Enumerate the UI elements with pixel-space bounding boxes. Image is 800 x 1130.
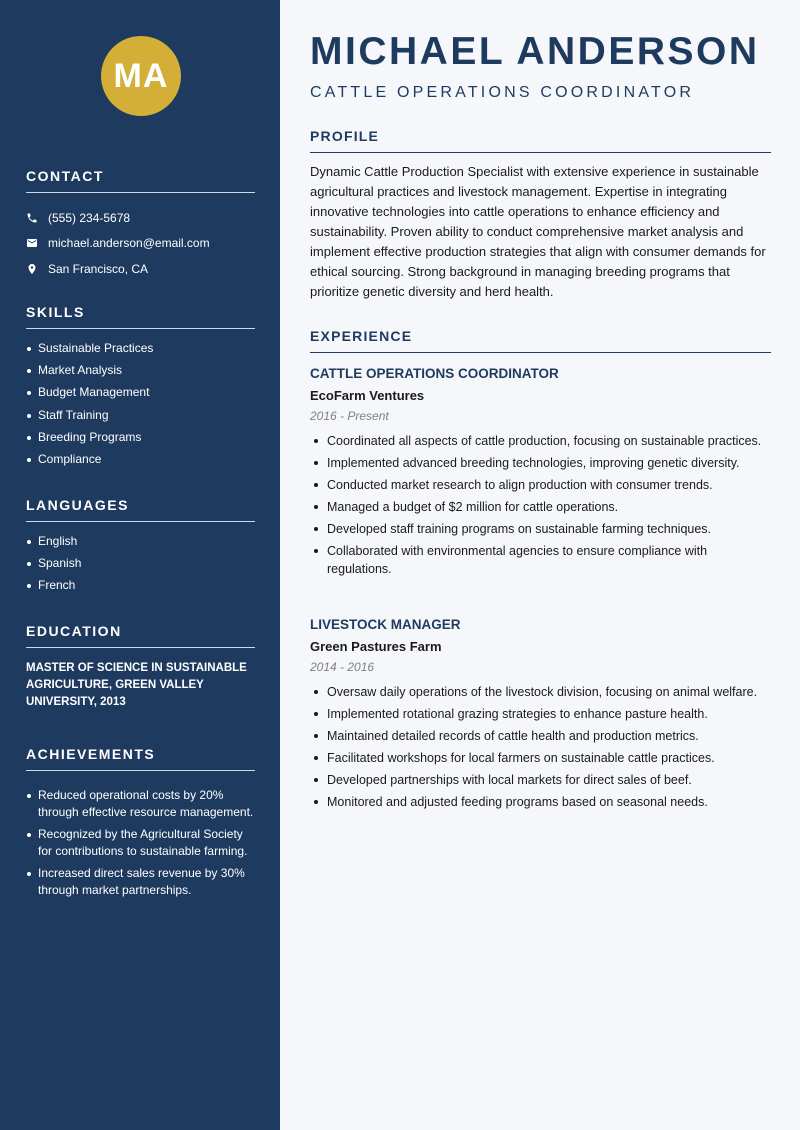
job-bullet: Implemented rotational grazing strategies to enhance pasture health.	[310, 705, 771, 723]
education-degree: MASTER OF SCIENCE IN SUSTAINABLE AGRICULTURE, GREEN VALLEY UNIVERSITY, 2013	[26, 662, 247, 708]
contact-heading: CONTACT	[26, 168, 255, 193]
job-bullets	[310, 432, 771, 578]
achievements-heading: ACHIEVEMENTS	[26, 746, 255, 771]
avatar	[101, 36, 181, 116]
job-bullet: Developed staff training programs on sustainable farming techniques.	[310, 520, 771, 538]
profile-text: Dynamic Cattle Production Specialist with extensive experience in sustainable agricultural practices and livestock management. Expertise in integrating innovative technologies into cattle operations to enhance efficiency and sustainability. Proven ability to conduct comprehensive market analysis and implement effective production strategies that align with consumer demands for ethical sourcing. Strong background in managing breeding programs that prioritize genetic diversity and herd health.	[310, 164, 766, 299]
contact-email	[26, 231, 255, 257]
avatar-initials: MA	[113, 56, 169, 95]
skill-item: Staff Training	[26, 408, 255, 430]
skills-list	[26, 341, 255, 474]
job-bullet: Maintained detailed records of cattle health and production metrics.	[310, 727, 771, 745]
sidebar	[0, 0, 280, 1130]
phone-value[interactable]: (555) 234-5678	[48, 210, 131, 225]
job-bullets	[310, 683, 771, 811]
skill-item: Breeding Programs	[26, 430, 255, 452]
language-item: English	[26, 534, 255, 556]
job-company: EcoFarm Ventures	[310, 388, 425, 403]
achievement-item: Increased direct sales revenue by 30% through market partnerships.	[26, 865, 255, 899]
education-section	[26, 623, 255, 711]
languages-heading: LANGUAGES	[26, 497, 255, 522]
candidate-name: MICHAEL ANDERSON	[310, 30, 760, 73]
email-icon	[26, 237, 48, 249]
education-heading: EDUCATION	[26, 623, 255, 648]
profile-heading: PROFILE	[310, 128, 771, 153]
job-bullet: Collaborated with environmental agencies to ensure compliance with regulations.	[310, 542, 771, 578]
email-value[interactable]: michael.anderson@email.com	[48, 236, 210, 251]
job-bullet: Implemented advanced breeding technologies, improving genetic diversity.	[310, 454, 771, 472]
job-bullet: Developed partnerships with local markets for direct sales of beef.	[310, 771, 771, 789]
job-company: Green Pastures Farm	[310, 639, 442, 654]
job-title: CATTLE OPERATIONS COORDINATOR	[310, 366, 559, 381]
job-bullet: Monitored and adjusted feeding programs based on seasonal needs.	[310, 793, 771, 811]
job-bullet: Oversaw daily operations of the livestock division, focusing on animal welfare.	[310, 683, 771, 701]
skill-item: Budget Management	[26, 385, 255, 407]
job-dates: 2016 - Present	[310, 409, 389, 423]
job-bullet: Managed a budget of $2 million for cattle operations.	[310, 498, 771, 516]
phone-icon	[26, 212, 48, 224]
skill-item: Sustainable Practices	[26, 341, 255, 363]
language-item: Spanish	[26, 556, 255, 578]
job-entry	[310, 617, 771, 815]
experience-section	[310, 328, 771, 353]
profile-section	[310, 128, 771, 302]
languages-list	[26, 534, 255, 601]
location-pin-icon	[26, 263, 48, 275]
location-value: San Francisco, CA	[48, 261, 149, 276]
job-bullet: Facilitated workshops for local farmers on sustainable cattle practices.	[310, 749, 771, 767]
job-bullet: Coordinated all aspects of cattle production, focusing on sustainable practices.	[310, 432, 771, 450]
job-bullet: Conducted market research to align production with consumer trends.	[310, 476, 771, 494]
skills-section	[26, 304, 255, 474]
skill-item: Market Analysis	[26, 363, 255, 385]
languages-section	[26, 497, 255, 601]
language-item: French	[26, 578, 255, 600]
experience-heading: EXPERIENCE	[310, 328, 771, 353]
candidate-title: CATTLE OPERATIONS COORDINATOR	[310, 84, 695, 101]
achievement-item: Recognized by the Agricultural Society for contributions to sustainable farming.	[26, 826, 255, 860]
contact-section	[26, 168, 255, 282]
contact-location	[26, 256, 255, 282]
job-dates: 2014 - 2016	[310, 660, 375, 674]
achievements-list	[26, 787, 255, 899]
achievement-item: Reduced operational costs by 20% through effective resource management.	[26, 787, 255, 821]
job-title: LIVESTOCK MANAGER	[310, 617, 461, 632]
skills-heading: SKILLS	[26, 304, 255, 329]
skill-item: Compliance	[26, 452, 255, 474]
job-entry	[310, 366, 771, 582]
contact-phone	[26, 205, 255, 231]
achievements-section	[26, 746, 255, 904]
